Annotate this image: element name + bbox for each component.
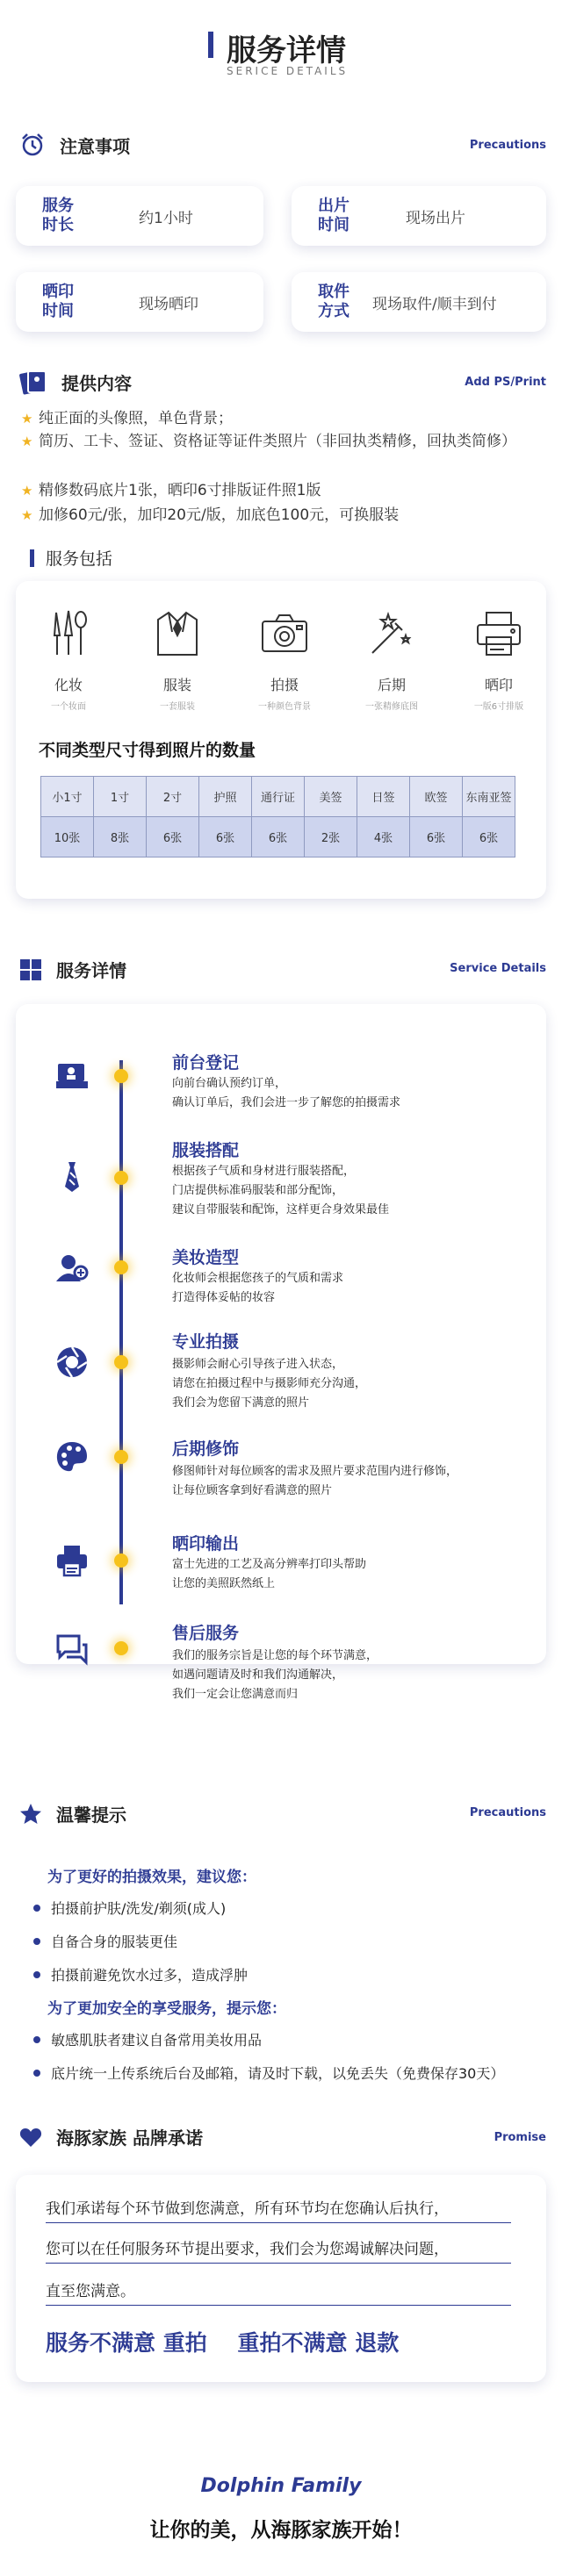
kv-key: 取件方式 [318, 283, 349, 320]
star-icon: ★ [21, 483, 33, 499]
table-cell: 6张 [147, 817, 199, 857]
promise-section-title [19, 2124, 203, 2149]
notice-card-output [292, 186, 546, 246]
size-table-header-row [41, 777, 515, 817]
tips-title-en: Precautions [469, 1806, 546, 1819]
bullet-dot [33, 1905, 40, 1912]
page-subtitle: SERICE DETAILS [227, 65, 349, 77]
footer-tagline: 让你的美，从海豚家族开始！ [149, 2519, 413, 2542]
table-cell: 2寸 [147, 777, 199, 817]
promise-divider [46, 2305, 511, 2306]
promise-divider [46, 2222, 511, 2223]
kv-value: 现场取件/顺丰到付 [372, 296, 497, 313]
step-desc: 化妆师会根据您孩子的气质和需求 打造得体妥帖的妆容 [172, 1272, 344, 1304]
include-sub: 一张精修底图 [365, 702, 418, 712]
kv-value: 现场晒印 [139, 296, 198, 313]
provide-bullet: ★ 纯正面的头像照，单色背景； [21, 407, 539, 431]
tips-heading: 为了更好的拍摄效果，建议您： [47, 1869, 256, 1886]
provide-bullet: ★ 加修60元/张，加印20元/版，加底色100元，可换服装 [21, 504, 539, 527]
star-icon: ★ [21, 434, 33, 449]
step-desc: 向前台确认预约订单， 确认订单后，我们会进一步了解您的拍摄需求 [172, 1077, 401, 1109]
bullet-dot [33, 1938, 40, 1945]
size-table-value-row [41, 817, 515, 857]
tip-item: 敏感肌肤者建议自备常用美妆用品 [33, 2029, 262, 2049]
step-title: 前台登记 [172, 1053, 240, 1073]
star-icon: ★ [21, 507, 33, 523]
magic-wand-icon [367, 609, 416, 658]
printer-icon [474, 609, 523, 658]
include-label: 拍摄 [270, 677, 299, 693]
table-cell: 护照 [199, 777, 252, 817]
timeline-dot [114, 1171, 128, 1185]
palette-icon [54, 1439, 90, 1475]
tip-item: 自备合身的服装更佳 [33, 1931, 177, 1951]
tips-section-title [19, 1801, 126, 1826]
kv-key: 晒印时间 [42, 283, 74, 320]
include-label: 晒印 [484, 677, 513, 693]
table-cell: 欧签 [410, 777, 463, 817]
chat-icon [54, 1631, 90, 1666]
table-cell: 日签 [357, 777, 410, 817]
table-cell: 6张 [252, 817, 305, 857]
star-filled-icon [19, 1803, 42, 1826]
notice-card-print [16, 272, 263, 332]
table-cell: 6张 [199, 817, 252, 857]
photo-cards-icon [19, 369, 47, 395]
table-cell: 东南亚签 [463, 777, 515, 817]
details-section-title [19, 957, 126, 982]
timeline-dot [114, 1260, 128, 1274]
include-sub: 一版6寸排版 [473, 702, 524, 712]
tips-heading: 为了更加安全的享受服务，提示您： [47, 2000, 286, 2018]
star-icon: ★ [21, 411, 33, 427]
provide-title-en: Add PS/Print [465, 376, 546, 389]
title-accent-bar [208, 32, 213, 58]
bullet-dot [33, 1971, 40, 1978]
step-title: 专业拍摄 [172, 1332, 240, 1352]
include-sub: 一个妆面 [51, 702, 86, 712]
kv-value: 现场出片 [406, 210, 465, 227]
step-title: 售后服务 [172, 1624, 240, 1643]
timeline-dot [114, 1553, 128, 1568]
promise-title: 海豚家族 品牌承诺 [56, 2128, 203, 2149]
step-title: 美妆造型 [172, 1248, 240, 1267]
timeline-dot [114, 1355, 128, 1369]
suit-icon [153, 609, 202, 658]
provide-bullet: ★ 简历、工卡、签证、资格证等证件类照片（非回执类精修，回执类简修） [21, 430, 539, 454]
include-label: 化妆 [54, 677, 83, 693]
timeline-line [119, 1060, 123, 1604]
promise-text: 直至您满意。 [46, 2283, 135, 2300]
table-cell: 通行证 [252, 777, 305, 817]
includes-card [16, 581, 546, 899]
details-title: 服务详情 [56, 960, 126, 981]
promise-text: 我们承诺每个环节做到您满意，所有环节均在您确认后执行， [46, 2200, 449, 2218]
includes-accent-bar [30, 549, 34, 567]
include-sub: 一套服装 [160, 702, 195, 712]
notice-title-en: Precautions [469, 139, 546, 152]
notice-card-duration [16, 186, 263, 246]
step-desc: 富士先进的工艺及高分辨率打印头帮助 让您的美照跃然纸上 [172, 1558, 367, 1590]
promise-title-en: Promise [494, 2131, 546, 2144]
notice-title: 注意事项 [60, 135, 130, 157]
bullet-dot [33, 2036, 40, 2043]
step-desc: 根据孩子气质和身材进行服装搭配， 门店提供标准码服装和部分配饰， 建议自带服装和配饰，这样更合身效果最佳 [172, 1165, 390, 1216]
size-table-title: 不同类型尺寸得到照片的数量 [39, 741, 256, 760]
makeup-icon [54, 1250, 90, 1285]
table-cell: 4张 [357, 817, 410, 857]
aperture-icon [54, 1345, 90, 1380]
notice-section-title [19, 132, 130, 158]
reception-icon [54, 1058, 90, 1094]
step-title: 后期修饰 [172, 1439, 240, 1459]
provide-title: 提供内容 [61, 372, 132, 394]
page-title: 服务详情 [227, 33, 346, 68]
step-desc: 摄影师会耐心引导孩子进入状态， 请您在拍摄过程中与摄影师充分沟通， 我们会为您留下满意的照片 [172, 1358, 367, 1410]
details-title-en: Service Details [450, 962, 546, 975]
bullet-dot [33, 2070, 40, 2077]
include-label: 后期 [377, 677, 406, 693]
include-sub: 一种颜色背景 [258, 702, 311, 712]
tip-item: 拍摄前护肤/洗发/剃须(成人) [33, 1898, 226, 1918]
brushes-icon [46, 609, 91, 658]
step-title: 晒印输出 [172, 1534, 240, 1553]
tips-title: 温馨提示 [56, 1805, 126, 1826]
grid-icon [19, 958, 42, 981]
heart-icon [19, 2127, 42, 2148]
table-cell: 6张 [463, 817, 515, 857]
step-title: 服装搭配 [172, 1141, 240, 1160]
promise-text: 您可以在任何服务环节提出要求，我们会为您竭诚解决问题， [46, 2241, 449, 2258]
step-desc: 我们的服务宗旨是让您的每个环节满意， 如遇问题请及时和我们沟通解决， 我们一定会让您满意而归 [172, 1649, 378, 1701]
table-cell: 2张 [305, 817, 357, 857]
table-cell: 10张 [41, 817, 94, 857]
provide-bullet: ★ 精修数码底片1张，晒印6寸排版证件照1版 [21, 479, 539, 503]
timeline-dot [114, 1641, 128, 1655]
kv-value: 约1小时 [139, 210, 193, 227]
camera-icon [260, 613, 309, 655]
table-cell: 美签 [305, 777, 357, 817]
print-icon [54, 1543, 90, 1578]
include-label: 服装 [162, 677, 191, 693]
table-cell: 6张 [410, 817, 463, 857]
table-cell: 8张 [94, 817, 147, 857]
timeline-dot [114, 1069, 128, 1083]
tip-item: 拍摄前避免饮水过多，造成浮肿 [33, 1964, 248, 1984]
promise-divider [46, 2263, 511, 2264]
table-cell: 小1寸 [41, 777, 94, 817]
timeline-dot [114, 1450, 128, 1464]
footer-brand: Dolphin Family [200, 2475, 362, 2497]
notice-card-pickup [292, 272, 546, 332]
table-cell: 1寸 [94, 777, 147, 817]
alarm-clock-icon [19, 132, 46, 158]
size-table [40, 776, 515, 857]
step-desc: 修图师针对每位顾客的需求及照片要求范围内进行修饰， 让每位顾客拿到好看满意的照片 [172, 1465, 458, 1497]
kv-key: 出片时间 [318, 197, 349, 234]
includes-title: 服务包括 [46, 549, 113, 569]
provide-section-title [19, 369, 132, 395]
kv-key: 服务时长 [42, 197, 74, 234]
tip-item: 底片统一上传系统后台及邮箱，请及时下载，以免丢失（免费保存30天） [33, 2063, 504, 2083]
tie-icon [54, 1159, 90, 1194]
promise-slogan: 服务不满意 重拍 重拍不满意 退款 [46, 2330, 400, 2356]
